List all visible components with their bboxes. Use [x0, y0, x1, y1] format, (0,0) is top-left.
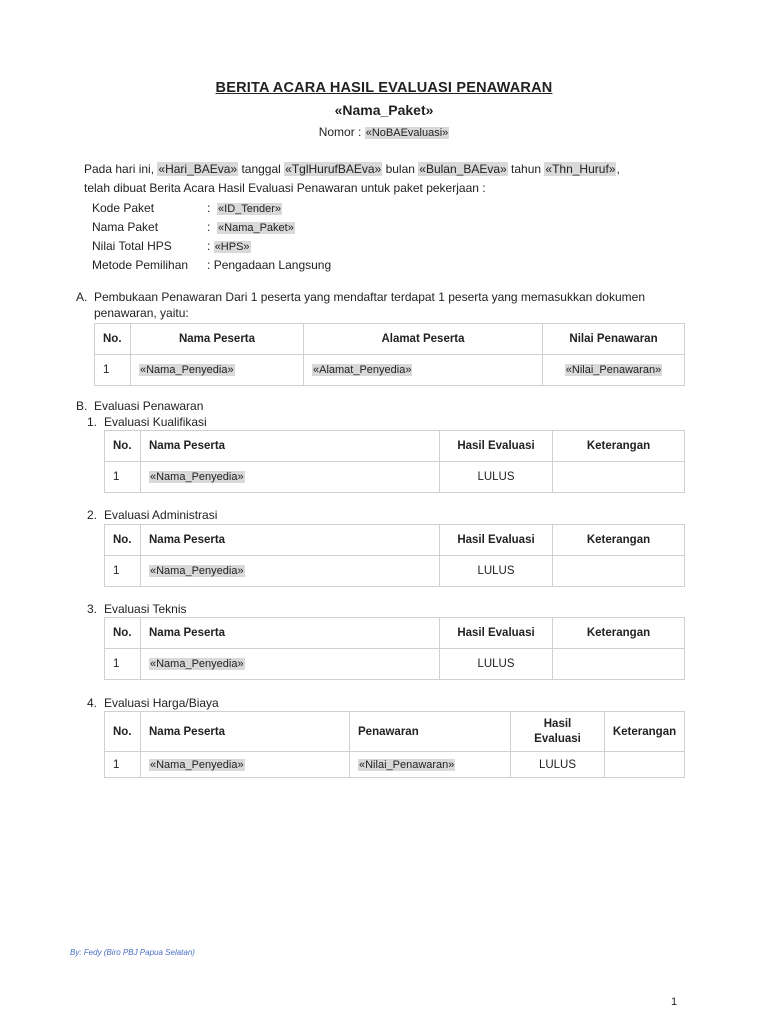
- field-nama-penyedia: «Nama_Penyedia»: [150, 758, 244, 771]
- cell-no: 1: [95, 355, 131, 386]
- field-nama-penyedia: «Nama_Penyedia»: [150, 565, 244, 577]
- section-b-marker: B.: [76, 399, 88, 413]
- document-title: BERITA ACARA HASIL EVALUASI PENAWARAN: [215, 80, 553, 96]
- field-bulan: «Bulan_BAEva»: [419, 162, 507, 176]
- header-nama-peserta: Nama Peserta: [141, 618, 440, 649]
- header-hasil-evaluasi: Hasil Evaluasi: [440, 431, 553, 462]
- intro-bulan-word: bulan: [385, 162, 415, 176]
- info-label: Kode Paket: [92, 201, 155, 215]
- intro-prefix: Pada hari ini,: [84, 162, 155, 176]
- header-nama-peserta: Nama Peserta: [141, 431, 440, 462]
- nomor-label: Nomor :: [318, 125, 362, 139]
- header-no: No.: [105, 712, 141, 752]
- table-row: [105, 752, 685, 778]
- cell-hasil-evaluasi: LULUS: [511, 752, 605, 778]
- cell-hasil-evaluasi: LULUS: [440, 556, 553, 587]
- info-value: [207, 201, 282, 215]
- header-no: No.: [105, 525, 141, 556]
- table-header-row: [105, 525, 685, 556]
- subsection-kualifikasi-label: Evaluasi Kualifikasi: [104, 415, 207, 429]
- cell-nilai-penawaran: [543, 355, 685, 386]
- cell-no: 1: [105, 556, 141, 587]
- table-row: [105, 649, 685, 680]
- field-id-tender: «ID_Tender»: [218, 203, 282, 215]
- info-row-hps: [92, 239, 392, 257]
- info-separator: :: [207, 201, 211, 215]
- field-hps: «HPS»: [214, 241, 250, 253]
- info-separator: :: [207, 258, 211, 272]
- header-keterangan: Keterangan: [553, 618, 685, 649]
- header-hasil-line: Hasil: [543, 717, 572, 730]
- table-header-row: [105, 618, 685, 649]
- field-nama-penyedia: «Nama_Penyedia»: [150, 658, 244, 670]
- info-separator: :: [207, 220, 211, 234]
- field-nama-penyedia: «Nama_Penyedia»: [150, 471, 244, 483]
- document-subtitle: «Nama_Paket»: [334, 102, 434, 118]
- info-separator: :: [207, 239, 211, 253]
- field-hari: «Hari_BAEva»: [158, 162, 238, 176]
- header-nama-peserta: Nama Peserta: [141, 712, 350, 752]
- info-row-kode-paket: [92, 201, 392, 219]
- info-value: [207, 239, 251, 253]
- subsection-number: 3.: [87, 602, 98, 616]
- info-label: Nilai Total HPS: [92, 239, 172, 253]
- cell-hasil-evaluasi: LULUS: [440, 649, 553, 680]
- table-pembukaan: [94, 323, 685, 386]
- table-harga: [104, 711, 685, 778]
- section-a-marker: A.: [76, 290, 88, 304]
- header-nama-peserta: Nama Peserta: [131, 324, 304, 355]
- subsection-administrasi-label: Evaluasi Administrasi: [104, 508, 218, 522]
- info-row-metode: [92, 258, 392, 276]
- header-hasil-evaluasi: [511, 712, 605, 752]
- cell-nilai-penawaran: [350, 752, 511, 778]
- cell-nama-penyedia: [141, 752, 350, 778]
- cell-no: 1: [105, 649, 141, 680]
- header-hasil-evaluasi: Hasil Evaluasi: [440, 618, 553, 649]
- cell-nama-penyedia: [131, 355, 304, 386]
- subsection-teknis-label: Evaluasi Teknis: [104, 602, 187, 616]
- header-no: No.: [95, 324, 131, 355]
- table-row: [105, 556, 685, 587]
- field-nilai-penawaran: «Nilai_Penawaran»: [359, 758, 455, 771]
- table-kualifikasi: [104, 430, 685, 493]
- cell-keterangan: [553, 462, 685, 493]
- footer-credit: By: Fedy (Biro PBJ Papua Selatan): [70, 948, 195, 957]
- field-tanggal: «TglHurufBAEva»: [285, 162, 382, 176]
- header-no: No.: [105, 618, 141, 649]
- header-keterangan: Keterangan: [553, 525, 685, 556]
- table-teknis: [104, 617, 685, 680]
- header-nilai-penawaran: Nilai Penawaran: [543, 324, 685, 355]
- document-number: [0, 125, 768, 139]
- field-nama-paket: «Nama_Paket»: [218, 222, 294, 234]
- table-header-row: [105, 712, 685, 752]
- metode-value: Pengadaan Langsung: [213, 258, 332, 272]
- header-keterangan: Keterangan: [553, 431, 685, 462]
- cell-nama-penyedia: [141, 649, 440, 680]
- cell-no: 1: [105, 462, 141, 493]
- subsection-harga-label: Evaluasi Harga/Biaya: [104, 696, 219, 710]
- field-nama-penyedia: «Nama_Penyedia»: [140, 364, 234, 376]
- header-no: No.: [105, 431, 141, 462]
- intro-line-1: [84, 160, 620, 179]
- table-administrasi: [104, 524, 685, 587]
- table-header-row: [105, 431, 685, 462]
- cell-nama-penyedia: [141, 462, 440, 493]
- intro-tanggal-word: tanggal: [241, 162, 281, 176]
- intro-line-2: telah dibuat Berita Acara Hasil Evaluasi Penawaran untuk paket pekerjaan :: [84, 181, 486, 195]
- info-value: [207, 220, 295, 234]
- cell-keterangan: [605, 752, 685, 778]
- section-a-line-1: Pembukaan Penawaran Dari 1 peserta yang mendaftar terdapat 1 peserta yang memasukkan dokumen: [94, 290, 645, 304]
- header-hasil-evaluasi: Hasil Evaluasi: [440, 525, 553, 556]
- field-nilai-penawaran: «Nilai_Penawaran»: [565, 364, 662, 376]
- table-row: [105, 462, 685, 493]
- subsection-number: 2.: [87, 508, 98, 522]
- header-evaluasi-line: Evaluasi: [534, 732, 581, 745]
- header-alamat-peserta: Alamat Peserta: [304, 324, 543, 355]
- info-row-nama-paket: [92, 220, 392, 238]
- section-b-label: Evaluasi Penawaran: [94, 399, 204, 413]
- table-row: [95, 355, 685, 386]
- table-header-row: [95, 324, 685, 355]
- section-a-line-2: penawaran, yaitu:: [94, 306, 189, 320]
- header-penawaran: Penawaran: [350, 712, 511, 752]
- field-alamat-penyedia: «Alamat_Penyedia»: [313, 364, 412, 376]
- header-nama-peserta: Nama Peserta: [141, 525, 440, 556]
- subsection-number: 1.: [87, 415, 98, 429]
- info-label: Metode Pemilihan: [92, 258, 189, 272]
- info-value: [207, 258, 331, 272]
- cell-hasil-evaluasi: LULUS: [440, 462, 553, 493]
- cell-alamat-penyedia: [304, 355, 543, 386]
- info-label: Nama Paket: [92, 220, 159, 234]
- subsection-number: 4.: [87, 696, 98, 710]
- cell-no: 1: [105, 752, 141, 778]
- intro-comma: ,: [616, 162, 620, 176]
- page-number: 1: [671, 996, 678, 1008]
- header-keterangan: Keterangan: [605, 712, 685, 752]
- intro-tahun-word: tahun: [511, 162, 542, 176]
- nomor-value: «NoBAEvaluasi»: [365, 127, 449, 139]
- cell-nama-penyedia: [141, 556, 440, 587]
- cell-keterangan: [553, 556, 685, 587]
- cell-keterangan: [553, 649, 685, 680]
- field-tahun: «Thn_Huruf»: [545, 162, 616, 176]
